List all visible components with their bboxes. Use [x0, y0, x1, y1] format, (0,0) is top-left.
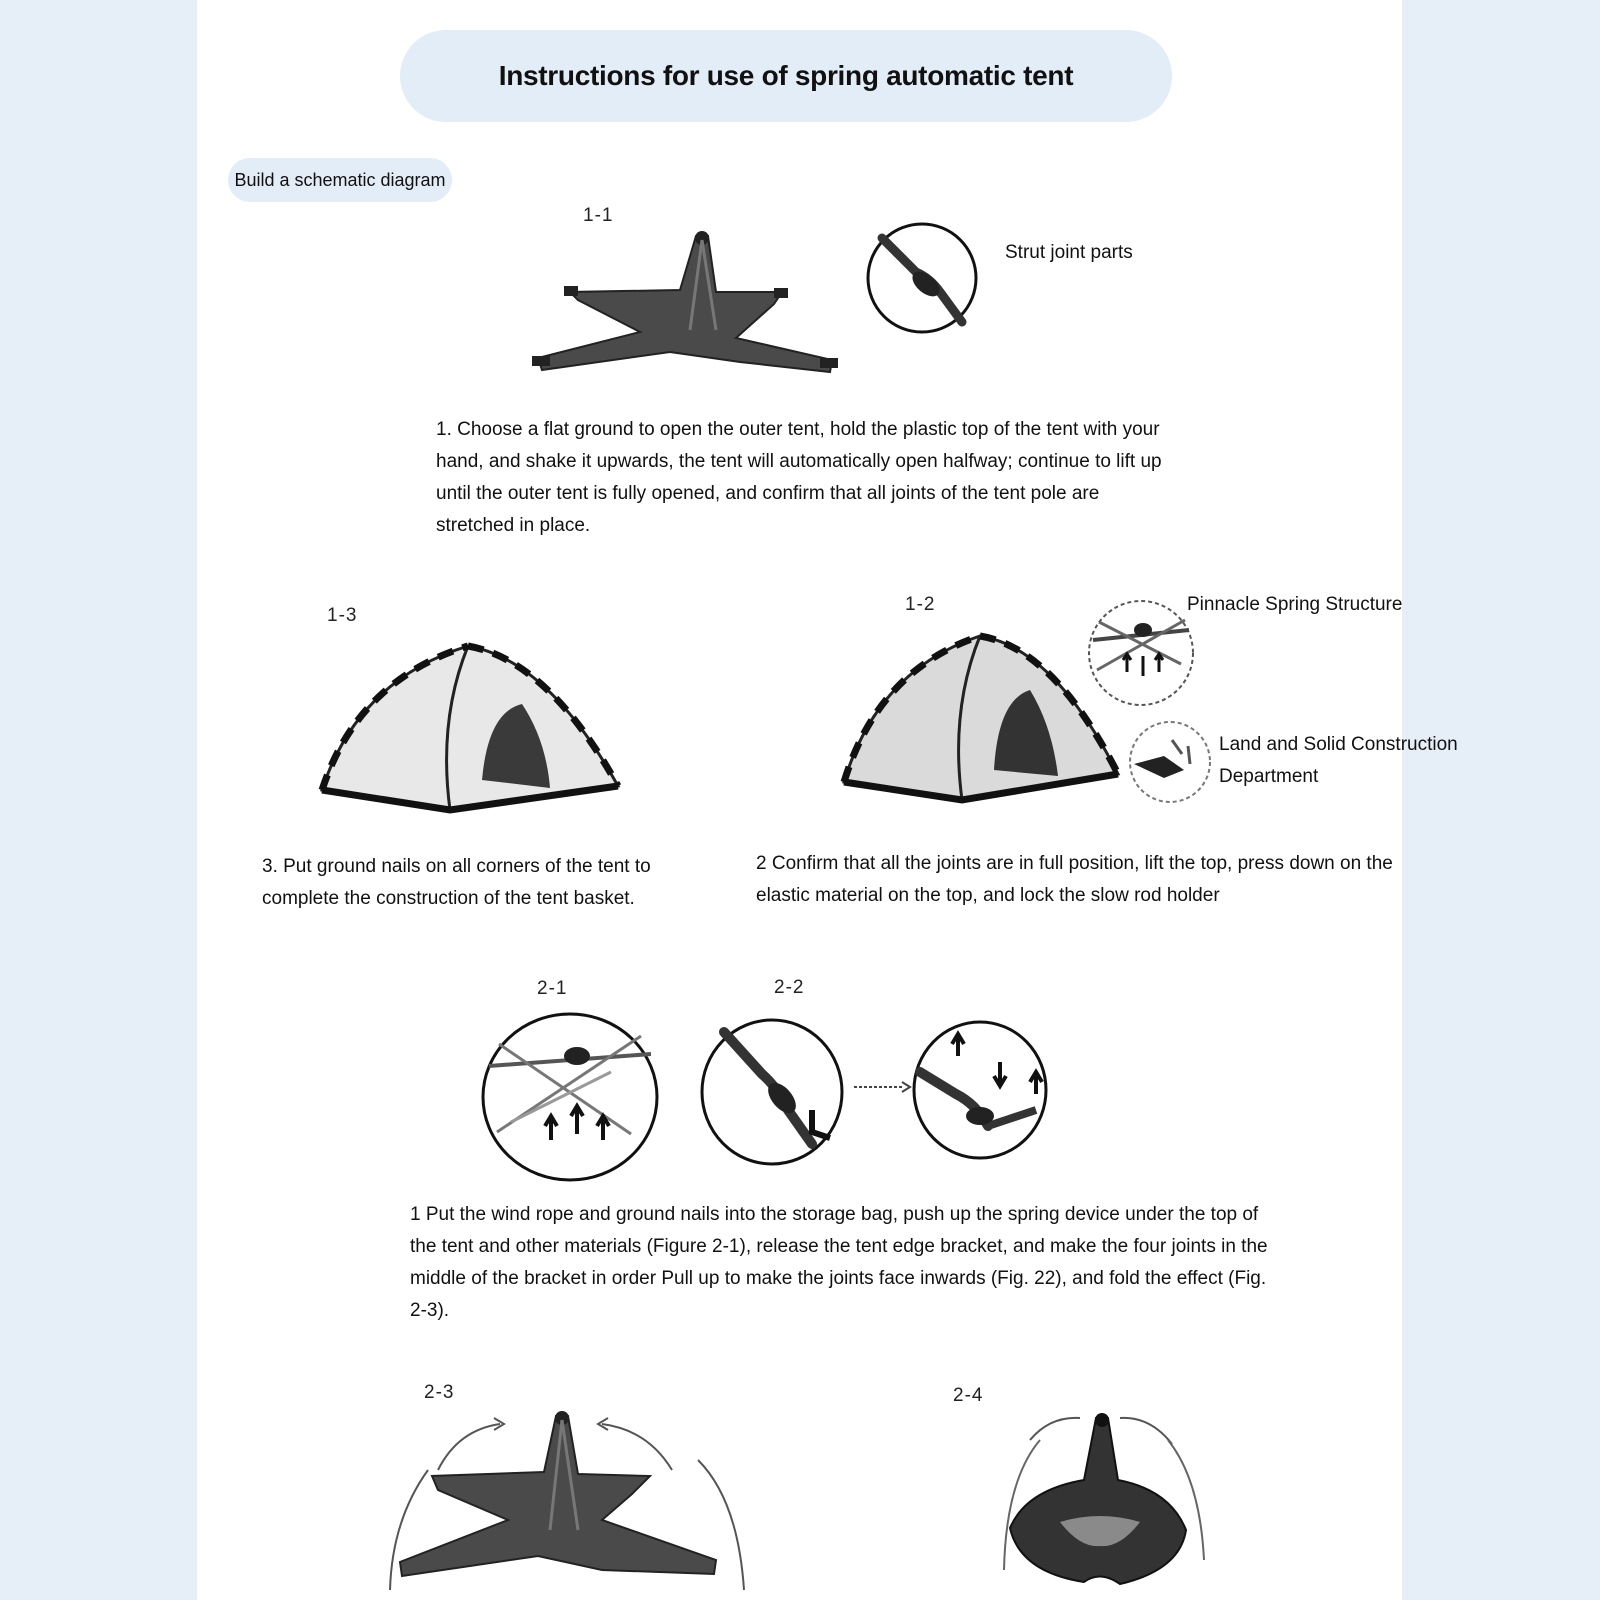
fold-line: 2-3). — [410, 1300, 450, 1321]
ground-construction-closeup-icon — [1128, 720, 1212, 804]
fig-label-1-3: 1-3 — [327, 605, 358, 626]
step3-line: 3. Put ground nails on all corners of the tent to — [262, 856, 651, 877]
step1-line: 1. Choose a flat ground to open the outer tent, hold the plastic top of the tent with your — [436, 419, 1160, 440]
joint-fold-closeup-icon — [912, 1020, 1048, 1160]
callout-ground-construction-2: Department — [1219, 766, 1319, 787]
joint-release-closeup-icon — [700, 1018, 844, 1166]
callout-strut-joint: Strut joint parts — [1005, 242, 1133, 263]
fold-line: the tent and other materials (Figure 2-1), release the tent edge bracket, and make the four joints in the — [410, 1236, 1268, 1257]
strut-joint-closeup-icon — [866, 222, 978, 334]
step2-line: 2 Confirm that all the joints are in full position, lift the top, press down on the — [756, 853, 1393, 874]
step3-line: complete the construction of the tent basket. — [262, 888, 635, 909]
folding-tent-diagram-2-3 — [388, 1410, 748, 1600]
page-title: Instructions for use of spring automatic tent — [498, 60, 1074, 91]
step1-line: hand, and shake it upwards, the tent will automatically open halfway; continue to lift up — [436, 451, 1162, 472]
folded-tent-diagram-2-4 — [1000, 1410, 1210, 1600]
callout-ground-construction-1: Land and Solid Construction — [1219, 734, 1458, 755]
dome-tent-diagram-1-3 — [318, 640, 624, 820]
fold-paragraph — [410, 1199, 1268, 1327]
spring-push-closeup-icon — [481, 1012, 659, 1182]
arrow-right-icon — [852, 1080, 912, 1094]
step2-paragraph — [756, 848, 1393, 912]
title-banner — [400, 30, 1172, 122]
fig-label-1-2: 1-2 — [905, 594, 936, 615]
fig-label-2-3: 2-3 — [424, 1382, 455, 1403]
fig-label-1-1: 1-1 — [583, 205, 614, 226]
step2-line: elastic material on the top, and lock the slow rod holder — [756, 885, 1220, 906]
callout-pinnacle-spring: Pinnacle Spring Structure — [1187, 594, 1403, 615]
pinnacle-spring-closeup-icon — [1085, 600, 1197, 706]
step3-paragraph — [262, 851, 651, 915]
section-tag: Build a schematic diagram — [228, 158, 452, 202]
fig-label-2-1: 2-1 — [537, 978, 568, 999]
step1-line: stretched in place. — [436, 515, 591, 536]
fold-line: 1 Put the wind rope and ground nails into the storage bag, push up the spring device under the top of — [410, 1204, 1259, 1225]
fig-label-2-2: 2-2 — [774, 977, 805, 998]
fold-line: middle of the bracket in order Pull up to make the joints face inwards (Fig. 22), and fold the effect (Fig. — [410, 1268, 1267, 1289]
step1-paragraph — [436, 414, 1162, 542]
step1-line: until the outer tent is fully opened, and confirm that all joints of the tent pole are — [436, 483, 1100, 504]
fig-label-2-4: 2-4 — [953, 1385, 984, 1406]
flat-tent-diagram-1-1 — [530, 230, 860, 390]
